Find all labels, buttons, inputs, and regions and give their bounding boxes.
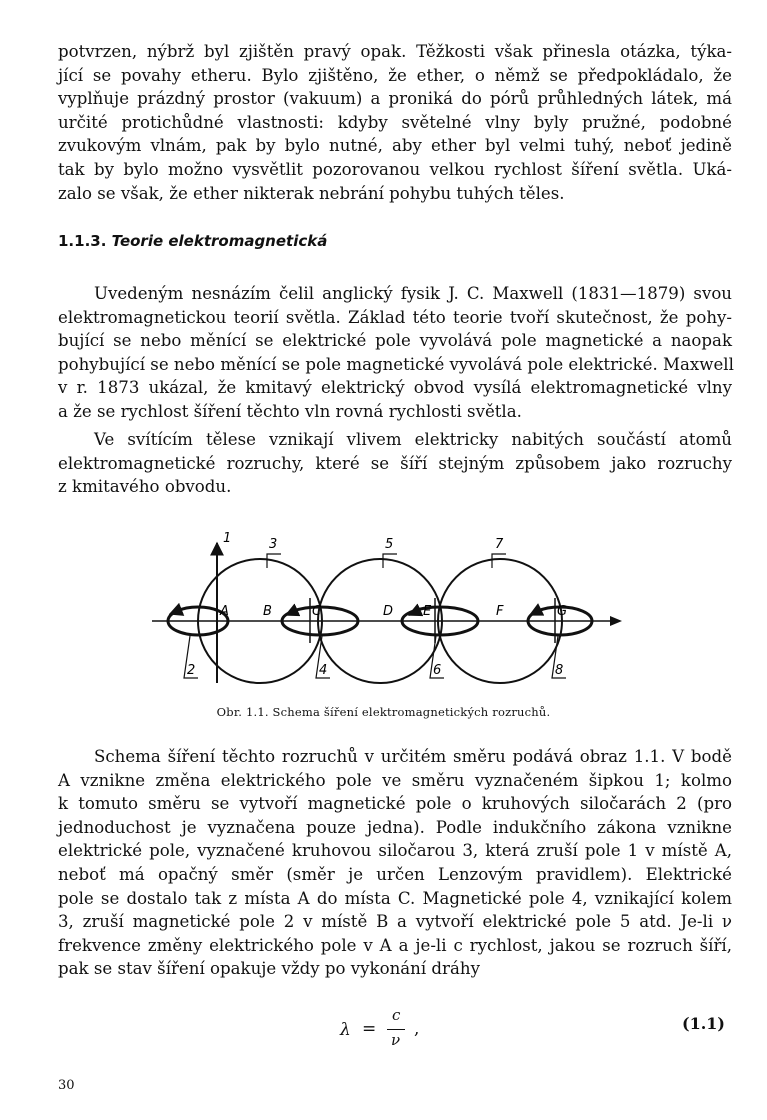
text-line: Schema šíření těchto rozruchů v určitém směru podává obraz 1.1. V bodě xyxy=(94,747,732,766)
point-G: G xyxy=(557,604,568,619)
paragraph-ether xyxy=(58,40,732,205)
text-line: jednoduchost je vyznačena pouze jedna). Podle indukčního zákona vznikne xyxy=(58,817,732,837)
paragraph-atoms xyxy=(58,428,732,499)
text-line: neboť má opačný směr (směr je určen Lenzovým pravidlem). Elektrické xyxy=(58,864,732,884)
formula-fraction-bar xyxy=(387,1029,405,1030)
section-heading xyxy=(58,232,327,250)
label-8: 8 xyxy=(555,663,564,678)
text-line: pak se stav šíření opakuje vždy po vykonání dráhy xyxy=(58,959,480,979)
formula-denominator: ν xyxy=(391,1031,401,1049)
text-line: Uvedeným nesnázím čelil anglický fysik J. C. Maxwell (1831—1879) svou xyxy=(94,284,732,303)
text-line: zalo se však, že ether nikterak nebrání pohybu tuhých těles. xyxy=(58,183,565,203)
axis-arrowhead xyxy=(610,616,622,626)
paragraph-maxwell xyxy=(58,282,732,424)
text-line: A vznikne změna elektrického pole ve směru vyznačeném šipkou 1; kolmo xyxy=(58,770,732,790)
label-6: 6 xyxy=(433,663,442,678)
point-E: E xyxy=(423,604,432,619)
formula-equals: = xyxy=(362,1019,377,1039)
equation-number: (1.1) xyxy=(682,1014,725,1033)
formula-comma: , xyxy=(414,1019,420,1039)
text-line: a že se rychlost šíření těchto vln rovná rychlosti světla. xyxy=(58,401,522,421)
point-C: C xyxy=(312,604,322,619)
text-line: frekvence změny elektrického pole v A a je-li c rychlost, jakou se rozruch šíří, xyxy=(58,935,732,955)
formula-lhs: λ xyxy=(340,1020,351,1040)
text-line: vyplňuje prázdný prostor (vakuum) a proniká do pórů průhledných látek, má xyxy=(58,89,732,109)
text-line: jící se povahy etheru. Bylo zjištěno, že ether, o němž se předpokládalo, že xyxy=(58,65,732,85)
formula-1-1 xyxy=(340,1006,460,1056)
text-line: k tomuto směru se vytvoří magnetické pole o kruhových siločarách 2 (pro xyxy=(58,794,732,814)
text-line: Ve svítícím tělese vznikají vlivem elektricky nabitých součástí atomů xyxy=(94,430,732,449)
text-line: určité protichůdné vlastnosti: kdyby světelné vlny byly pružné, podobné xyxy=(58,112,732,132)
label-4: 4 xyxy=(319,663,328,678)
leader-7 xyxy=(492,554,506,568)
label-3: 3 xyxy=(269,537,278,552)
point-D: D xyxy=(383,604,394,619)
point-A: A xyxy=(220,604,229,619)
text-line: pohybující se nebo měnící se pole magnetické vyvolává pole elektrické. Maxwell xyxy=(58,354,734,374)
text-line: potvrzen, nýbrž byl zjištěn pravý opak. Těžkosti však přinesla otázka, týka- xyxy=(58,42,732,61)
page-number: 30 xyxy=(58,1078,75,1093)
paragraph-schema xyxy=(58,745,732,981)
text-line: elektrické pole, vyznačené kruhovou siločarou 3, která zruší pole 1 v místě A, xyxy=(58,841,732,861)
formula-numerator: c xyxy=(392,1006,401,1024)
text-line: v r. 1873 ukázal, že kmitavý elektrický obvod vysílá elektromagnetické vlny xyxy=(58,378,732,398)
point-B: B xyxy=(263,604,272,619)
text-line: pole se dostalo tak z místa A do místa C. Magnetické pole 4, vznikající kolem xyxy=(58,888,732,908)
text-line: elektromagnetické rozruchy, které se šíří stejným způsobem jako rozruchy xyxy=(58,453,732,473)
section-title: Teorie elektromagnetická xyxy=(111,232,328,250)
text-line: 3, zruší magnetické pole 2 v místě B a vytvoří elektrické pole 5 atd. Je-li ν xyxy=(58,912,732,932)
label-5: 5 xyxy=(385,537,394,552)
point-F: F xyxy=(496,604,504,619)
figure-propagation-diagram xyxy=(140,528,630,698)
label-2: 2 xyxy=(187,663,196,678)
text-line: zvukovým vlnám, pak by bylo nutné, aby ether byl velmi tuhý, neboť jedině xyxy=(58,136,732,156)
text-line: bující se nebo měnící se elektrické pole vyvolává pole magnetické a naopak xyxy=(58,331,732,351)
section-number: 1.1.3. xyxy=(58,232,107,250)
text-line: elektromagnetickou teorií světla. Základ této teorie tvoří skutečnost, že pohy- xyxy=(58,307,732,327)
label-7: 7 xyxy=(495,537,504,552)
text-line: z kmitavého obvodu. xyxy=(58,477,232,497)
text-line: tak by bylo možno vysvětlit pozorovanou velkou rychlost šíření světla. Uká- xyxy=(58,159,732,179)
figure-caption: Obr. 1.1. Schema šíření elektromagnetických rozruchů. xyxy=(216,705,551,719)
label-1: 1 xyxy=(223,531,232,546)
